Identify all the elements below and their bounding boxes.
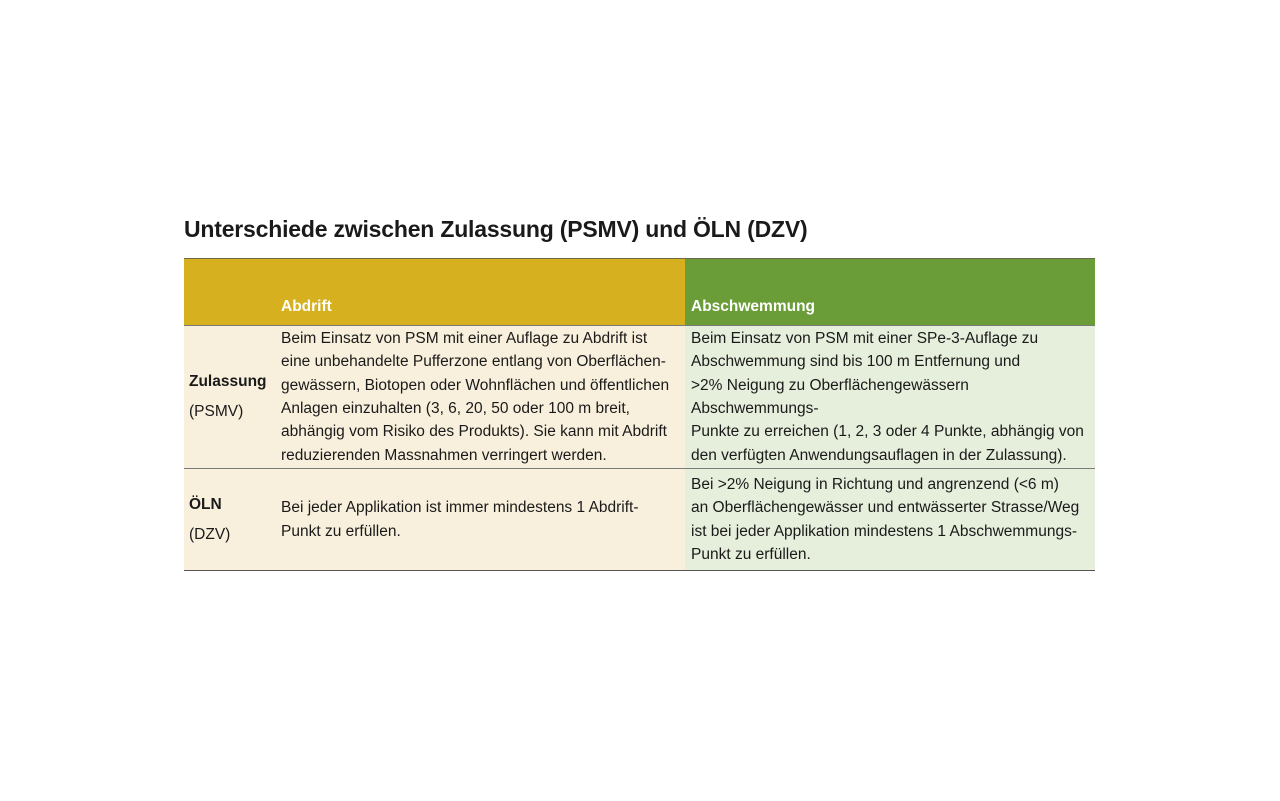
text-line: Punkte zu erreichen (1, 2, 3 oder 4 Punkte, abhängig von bbox=[691, 423, 1084, 441]
cell-text bbox=[691, 473, 1079, 566]
text-line: Punkt zu erfüllen. bbox=[691, 545, 811, 563]
row-sublabel: (PSMV) bbox=[189, 403, 244, 420]
text-line: abhängig vom Risiko des Produkts). Sie kann mit Abdrift bbox=[281, 423, 667, 441]
row-label: ÖLN bbox=[189, 495, 222, 513]
cell-text bbox=[691, 327, 1091, 467]
cell-abdrift-zulassung bbox=[280, 326, 685, 468]
text-line: ist bei jeder Applikation mindestens 1 Abschwemmungs- bbox=[691, 522, 1077, 540]
text-line: Abschwemmung sind bis 100 m Entfernung und bbox=[691, 353, 1021, 371]
text-line: eine unbehandelte Pufferzone entlang von Oberflächen- bbox=[281, 353, 666, 371]
text-line: reduzierenden Massnahmen verringert werden. bbox=[281, 446, 607, 464]
table-row-zulassung bbox=[184, 325, 1095, 468]
table-header-row bbox=[184, 259, 1095, 325]
header-abdrift bbox=[280, 259, 685, 325]
text-line: Beim Einsatz von PSM mit einer SPe-3-Auflage zu bbox=[691, 330, 1039, 348]
header-label-cell bbox=[184, 259, 280, 325]
text-line: gewässern, Biotopen oder Wohnflächen und öffentlichen bbox=[281, 376, 670, 394]
cell-text bbox=[281, 496, 639, 543]
cell-abdrift-oeln bbox=[280, 469, 685, 570]
text-line: Bei jeder Applikation ist immer mindestens 1 Abdrift- bbox=[281, 499, 639, 517]
header-abschwemmung-label: Abschwemmung bbox=[691, 297, 816, 315]
row-sublabel: (DZV) bbox=[189, 525, 231, 543]
cell-abschwemmung-zulassung bbox=[685, 326, 1095, 468]
header-abdrift-label: Abdrift bbox=[281, 297, 332, 315]
table-row-oeln bbox=[184, 468, 1095, 570]
cell-text bbox=[281, 327, 669, 467]
text-line: den verfügten Anwendungsauflagen in der Zulassung). bbox=[691, 446, 1067, 464]
comparison-table bbox=[184, 258, 1095, 571]
header-abschwemmung bbox=[685, 259, 1095, 325]
text-line: Punkt zu erfüllen. bbox=[281, 522, 401, 540]
row-label: Zulassung bbox=[189, 373, 267, 390]
row-label-cell bbox=[184, 469, 280, 570]
row-label-cell bbox=[184, 326, 280, 468]
text-line: Bei >2% Neigung in Richtung und angrenzend (<6 m) bbox=[691, 475, 1059, 493]
document-title: Unterschiede zwischen Zulassung (PSMV) und ÖLN (DZV) bbox=[184, 216, 808, 242]
text-line: Anlagen einzuhalten (3, 6, 20, 50 oder 100 m breit, bbox=[281, 400, 630, 417]
cell-abschwemmung-oeln bbox=[685, 469, 1095, 570]
text-line: >2% Neigung zu Oberflächengewässern Abschwemmungs- bbox=[691, 376, 969, 417]
text-line: an Oberflächengewässer und entwässerter Strasse/Weg bbox=[691, 499, 1080, 517]
text-line: Beim Einsatz von PSM mit einer Auflage zu Abdrift ist bbox=[281, 330, 648, 348]
